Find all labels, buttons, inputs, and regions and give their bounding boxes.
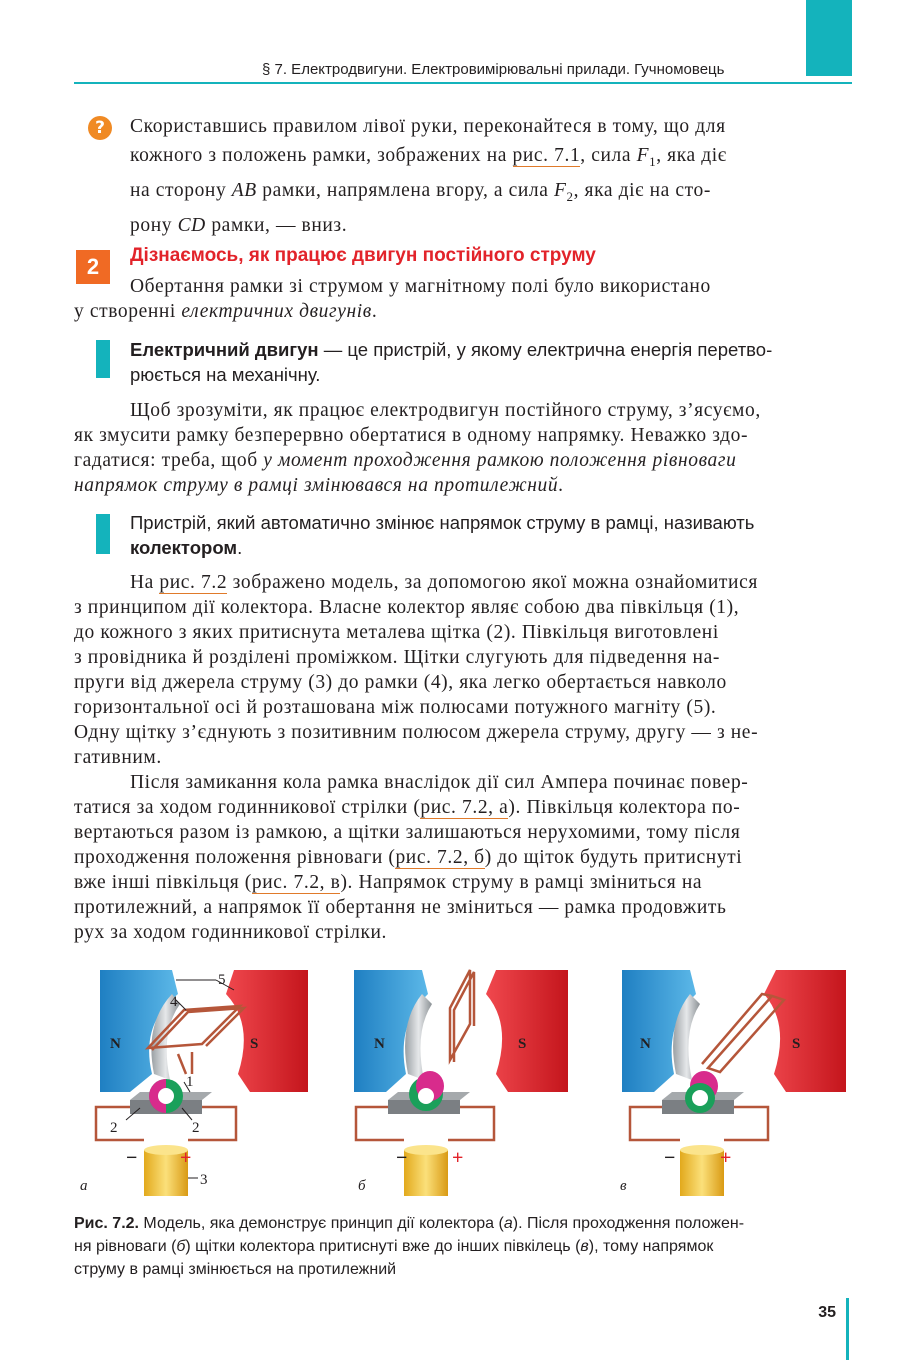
fig-link[interactable]: рис. 7.2 — [159, 572, 228, 593]
label-2-right: 2 — [192, 1120, 200, 1136]
definition-marker — [96, 340, 110, 378]
frame-wire — [450, 970, 474, 1062]
panel-c-s: S — [792, 1036, 801, 1052]
fig-link[interactable]: рис. 7.2, а — [420, 797, 509, 818]
panel-c-n: N — [640, 1036, 651, 1052]
paragraph-1: Обертання рамки зі струмом у магнітному полі було використано у створенні електричних двигунів. — [74, 276, 711, 322]
fig-link[interactable]: рис. 7.2, б — [395, 847, 485, 868]
panel-c-minus: − — [664, 1147, 676, 1169]
definition-collector: Пристрій, який автоматично змінює напрямок струму в рамці, називають колектором. — [130, 512, 755, 558]
figure-collector-model — [74, 964, 854, 1204]
corner-tab — [806, 0, 852, 76]
label-1: 1 — [186, 1074, 194, 1090]
panel-b-s: S — [518, 1036, 527, 1052]
panel-c-plus: + — [720, 1147, 732, 1169]
panel-c-letter: в — [620, 1178, 627, 1194]
frame-wire — [702, 994, 784, 1072]
panel-a-plus: + — [180, 1147, 192, 1169]
section-number-badge: 2 — [76, 250, 110, 284]
paragraph-2: Щоб зрозуміти, як працює електродвигун постійного струму, з’ясуємо, як змусити рамку безперервно обертатися в одному напрямку. Неважко здо- гадатися: треба, щоб у момент проходження рамкою положення рівноваги напрямок струму в рамці змінювався на протилежний. — [74, 400, 761, 496]
panel-c — [622, 970, 846, 1196]
definition-electric-motor: Електричний двигун — це пристрій, у якому електрична енергія перетво- рюється на механічну. — [130, 339, 773, 385]
fig-link[interactable]: рис. 7.2, в — [251, 872, 341, 893]
panel-b-minus: − — [396, 1147, 408, 1169]
battery — [404, 1150, 448, 1196]
battery — [680, 1150, 724, 1196]
label-2-left: 2 — [110, 1120, 118, 1136]
running-header: § 7. Електродвигуни. Електровимірювальні прилади. Гучномовець — [262, 61, 725, 78]
label-5: 5 — [218, 972, 226, 988]
paragraph-4: Після замикання кола рамка внаслідок дії сил Ампера починає повер- татися за ходом годинникової стрілки (рис. 7.2, а). Півкільця колектора по- вертаються разом із рамкою, а щітки залишаються нерухомими, тому після проходження положення рівноваги (рис. 7.2, б) до щіток будуть притиснуті вже інші півкільця (рис. 7.2, в). Напрямок струму в рамці зміниться на протилежний, а напрямок її обертання не зміниться — рамка продовжить рух за ходом годинникової стрілки. — [74, 772, 749, 943]
section-title: Дізнаємось, як працює двигун постійного струму — [130, 245, 596, 266]
panel-a-s: S — [250, 1036, 259, 1052]
paragraph-3: На рис. 7.2 зображено модель, за допомогою якої можна ознайомитися з принципом дії колектора. Власне колектор являє собою два півкільця (1), до кожного з яких притиснута металева щітка (2). Півкільця виготовлені з провідника й розділені проміжком. Щітки слугують для підведення на- пруги від джерела струму (3) до рамки (4), яка легко обертається навколо горизонтальної осі й розташована між полюсами потужного магніту (5). Одну щітку з’єднують з позитивним полюсом джерела струму, другу — з не- гативним. — [74, 572, 759, 768]
south-pole — [764, 970, 846, 1092]
south-pole — [226, 970, 308, 1092]
label-4: 4 — [170, 994, 178, 1010]
definition-marker — [96, 514, 110, 554]
panel-a-n: N — [110, 1036, 121, 1052]
panel-b-n: N — [374, 1036, 385, 1052]
question-icon: ? — [88, 116, 112, 140]
fig-link[interactable]: рис. 7.1 — [512, 145, 581, 166]
label-3: 3 — [200, 1172, 208, 1188]
page-number-bar — [846, 1298, 849, 1360]
page-number: 35 — [818, 1304, 836, 1321]
question-text: Скориставшись правилом лівої руки, переконайтеся в тому, що для кожного з положень рамки, зображених на рис. 7.1, сила $F_1$, яка діє на сторону AB рамки, напрямлена вгору, а сила $F_2$, яка діє на сто- рону CD рамки, — вниз. — [130, 116, 727, 236]
south-pole — [486, 970, 568, 1092]
figure-caption: Рис. 7.2. Модель, яка демонструє принцип дії колектора (а). Після проходження положен- ня рівноваги (б) щітки колектора притиснуті вже до інших півкілець (в), тому напрямок струму в рамці змінюється на протилежний — [74, 1215, 745, 1278]
header-rule — [74, 82, 852, 84]
panel-b-plus: + — [452, 1147, 464, 1169]
panel-a-minus: − — [126, 1147, 138, 1169]
panel-a-letter: а — [80, 1178, 88, 1194]
panel-b-letter: б — [358, 1178, 366, 1194]
